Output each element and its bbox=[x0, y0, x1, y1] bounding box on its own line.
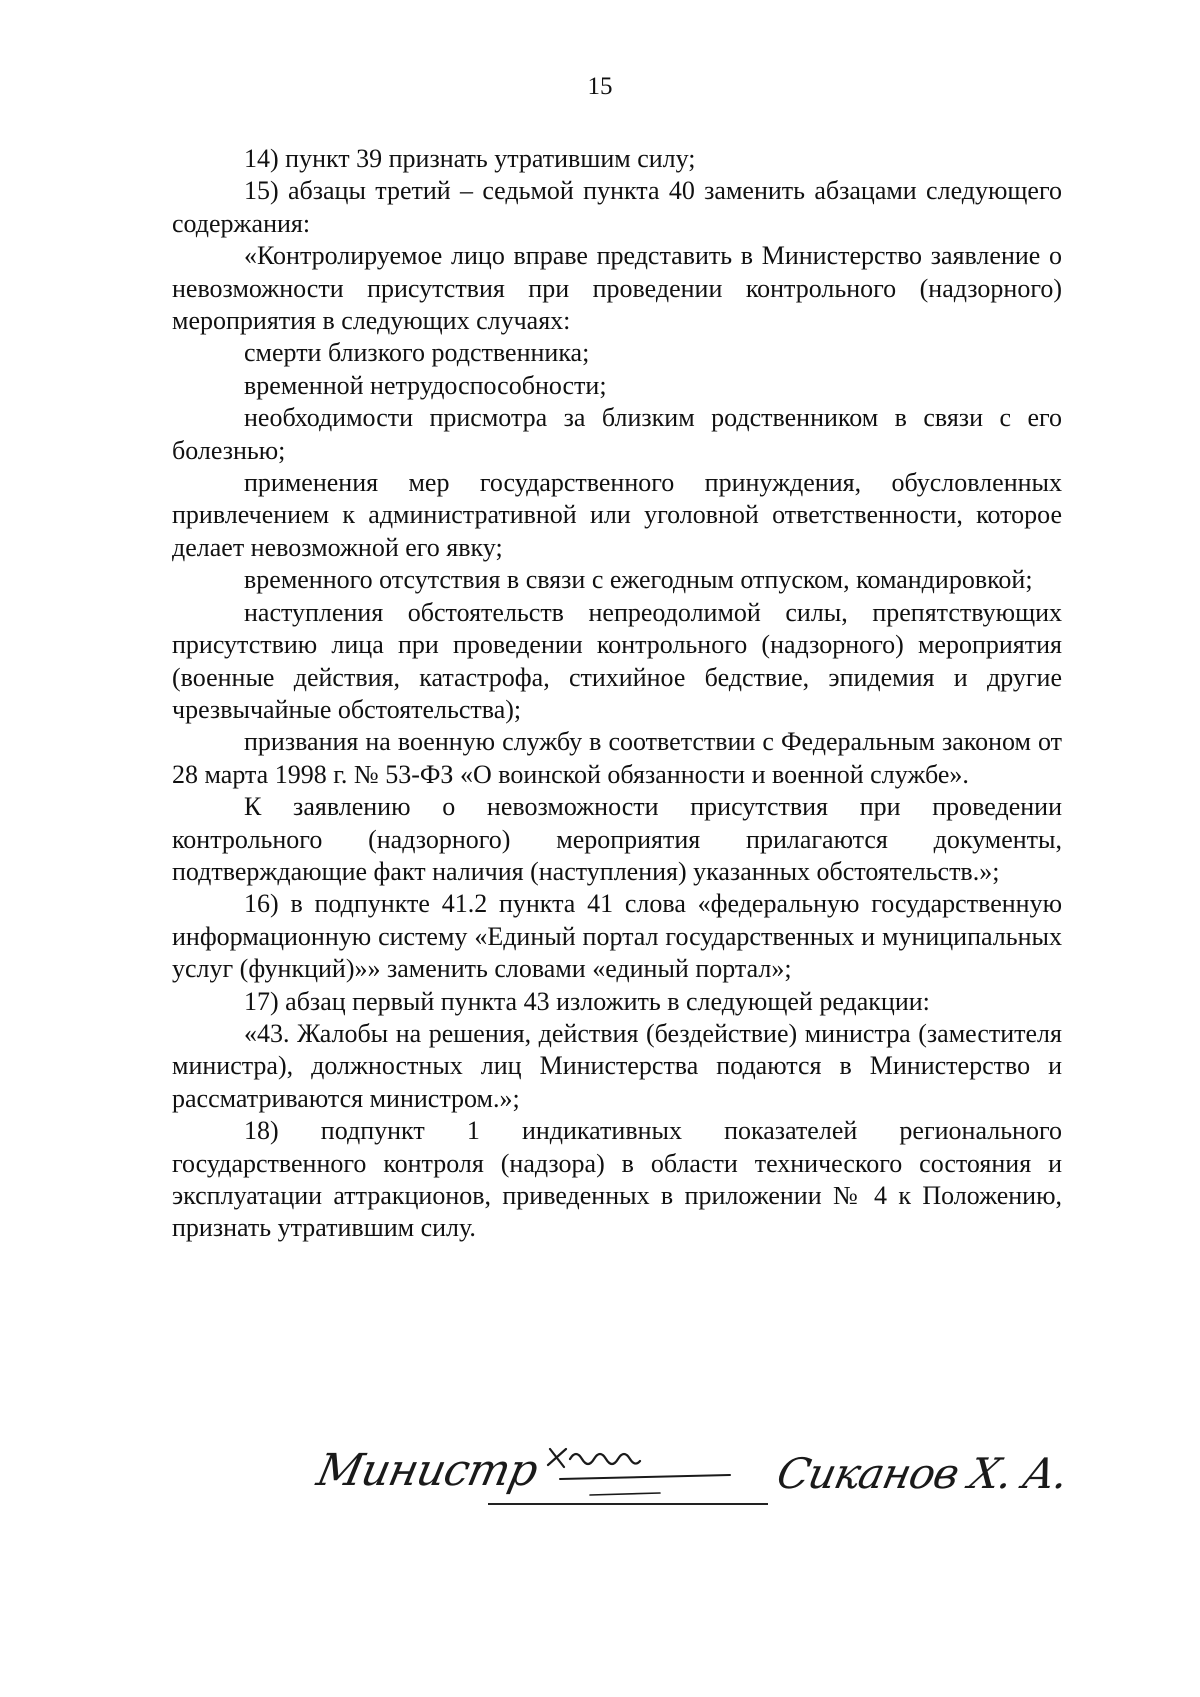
paragraph-item-18: 18) подпункт 1 индикативных показателей регионального государственного контроля (надзора) в области технического состояния и эксплуатации аттракционов, приведенных в приложении № 4 к Положению, признать утратившим силу. bbox=[172, 1116, 1062, 1243]
paragraph-case-military: призвания на военную службу в соответствии с Федеральным законом от 28 марта 1998 г. № 53-ФЗ «О воинской обязанности и военной службе». bbox=[172, 727, 1062, 789]
paragraph-case-death: смерти близкого родственника; bbox=[244, 338, 590, 368]
paragraph-item-17: 17) абзац первый пункта 43 изложить в следующей редакции: bbox=[244, 986, 930, 1016]
signature-name: Сиканов Х. А. bbox=[772, 1449, 1073, 1498]
paragraph-case-coercion: применения мер государственного принуждения, обусловленных привлечением к административной или уголовной ответственности, которое делает невозможной его явку; bbox=[172, 468, 1062, 562]
paragraph-item-16: 16) в подпункте 41.2 пункта 41 слова «федеральную государственную информационную систему «Единый портал государственных и муниципальных услуг (функций)»» заменить словами «единый портал»; bbox=[172, 889, 1062, 984]
signature-line bbox=[488, 1503, 768, 1505]
paragraph-case-absence: временного отсутствия в связи с ежегодным отпуском, командировкой; bbox=[244, 565, 1033, 595]
paragraph-item-14: 14) пункт 39 признать утратившим силу; bbox=[244, 144, 696, 173]
paragraph-documents: К заявлению о невозможности присутствия при проведении контрольного (надзорного) мероприятия прилагаются документы, подтверждающие факт наличия (наступления) указанных обстоятельств.»; bbox=[172, 792, 1062, 886]
paragraph-case-care: необходимости присмотра за близким родственником в связи с его болезнью; bbox=[172, 403, 1062, 465]
signature-title: Министр bbox=[312, 1445, 542, 1496]
paragraph-case-force-majeure: наступления обстоятельств непреодолимой силы, препятствующих присутствию лица при проведении контрольного (надзорного) мероприятия (военные действия, катастрофа, стихийное бедствие, эпидемия и другие чрезвычайные обстоятельства); bbox=[172, 597, 1062, 724]
paragraph-quote-intro: «Контролируемое лицо вправе представить в Министерство заявление о невозможности присутствия при проведении контрольного (надзорного) мероприятия в следующих случаях: bbox=[172, 241, 1062, 336]
paragraph-case-disability: временной нетрудоспособности; bbox=[244, 370, 607, 400]
page-number: 15 bbox=[587, 73, 613, 100]
paragraph-item-15: 15) абзацы третий – седьмой пункта 40 заменить абзацами следующего содержания: bbox=[172, 176, 1062, 238]
handwritten-signature bbox=[540, 1435, 740, 1505]
signature-block bbox=[312, 1435, 1078, 1545]
document-body bbox=[172, 143, 1062, 1245]
paragraph-quote-43: «43. Жалобы на решения, действия (бездействие) министра (заместителя министра), должностных лиц Министерства подаются в Министерство и рассматриваются министром.»; bbox=[172, 1018, 1062, 1113]
